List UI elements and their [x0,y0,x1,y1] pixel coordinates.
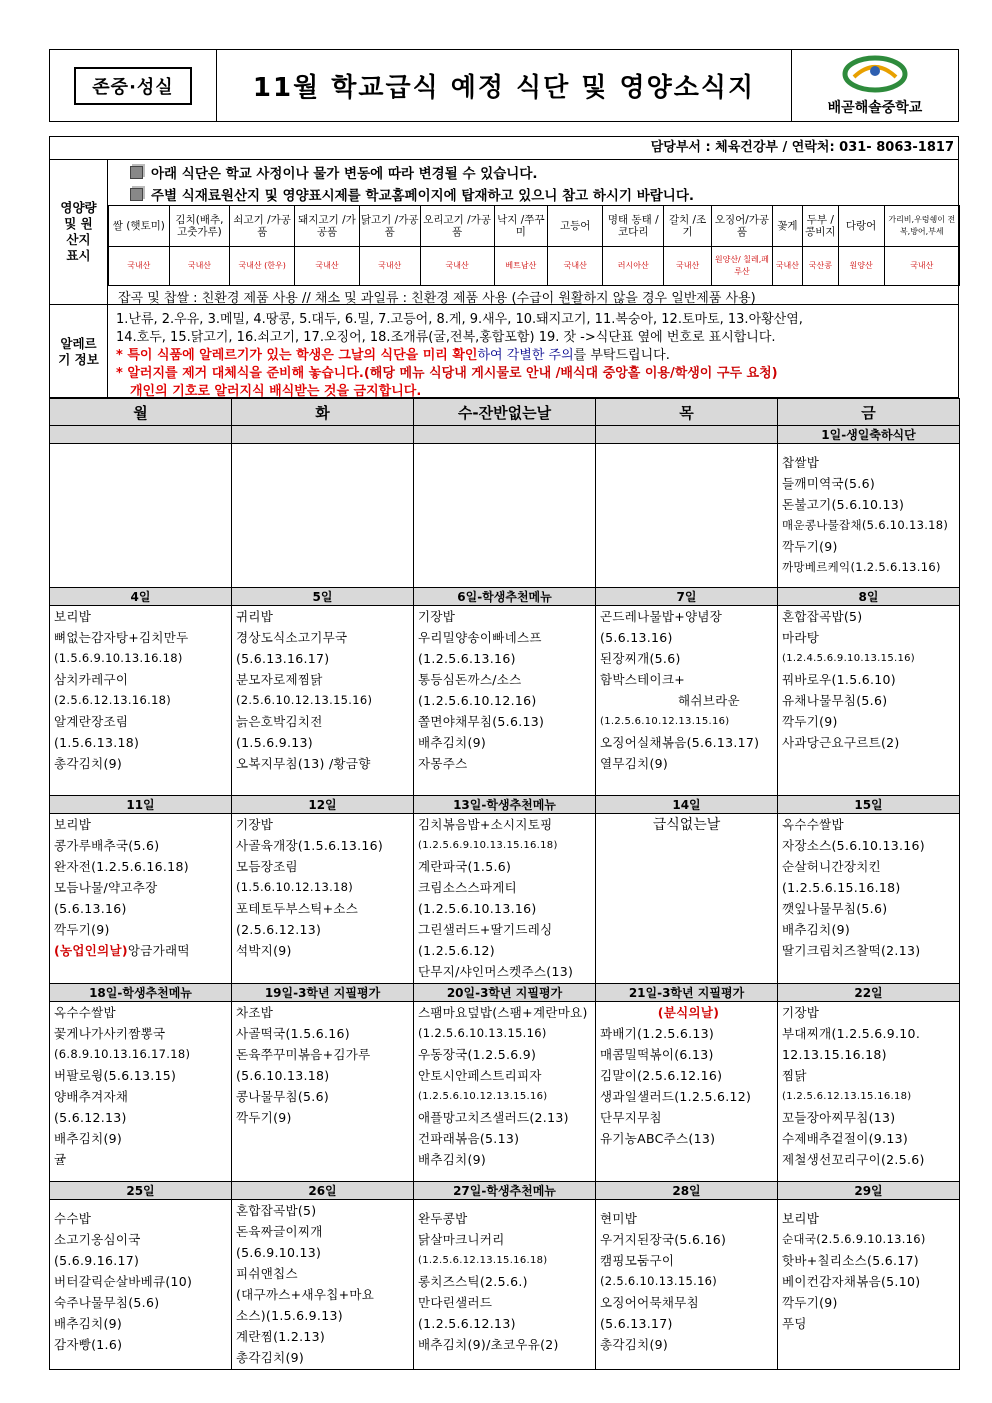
menu-cell [414,814,596,984]
origin-item: 꽃게 [772,206,802,247]
menu-item: 깍두기(9) [782,714,838,729]
origin-item: 쇠고기 /가공품 [230,206,295,247]
menu-item: (2.5.6.10.13.15.16) [600,1274,718,1288]
menu-item: 석박지(9) [236,943,292,958]
menu-item: 보리밥 [782,1211,820,1226]
date-label: 4일 [50,588,232,606]
menu-item: 순대국(2.5.6.9.10.13.16) [782,1232,926,1246]
menu-cell [414,1002,596,1182]
menu-item: 돈육짜글이찌개 [236,1224,323,1239]
menu-item: (1.2.5.6.10.12.13.15.16) [600,716,730,727]
menu-cell [778,1200,960,1370]
weekday-wed: 수-잔반없는날 [414,399,596,426]
date-header-row [50,796,960,814]
menu-item: (1.2.5.6.10.13.16) [418,901,537,916]
date-header-row [50,426,960,444]
menu-item: 혼합잡곡밥(5) [782,609,863,624]
menu-item: 김말이(2.5.6.12.16) [600,1068,723,1083]
menu-item: 보리밥 [54,817,92,832]
menu-item: 그린샐러드+딸기드레싱 [418,922,553,937]
menu-grid [49,398,960,1370]
menu-item: 핫바+칠리소스(5.6.17) [782,1253,919,1268]
menu-item: (1.2.5.6.10.13.15.16) [418,1026,547,1040]
allergy-warning-1: * 특이 식품에 알레르기가 있는 학생은 그날의 식단을 미리 확인하여 각별한 주의를 부탁드립니다. [116,348,670,363]
menu-item: 사과당근요구르트(2) [782,735,900,750]
menu-item: 수제배추겉절이(9.13) [782,1131,909,1146]
menu-item: 깍두기(9) [782,1295,838,1310]
date-label: 29일 [778,1182,960,1200]
origin-item: 다랑어 [838,206,884,247]
date-label: 11일 [50,796,232,814]
menu-item: 순살허니간장치킨 [782,859,882,874]
menu-item: (대구까스+새우칩+마요 [236,1287,375,1302]
origin-value: 원양산/ 칠레,페루산 [712,247,773,286]
date-label: 1일-생일축하식단 [778,426,960,444]
menu-item: 꿔바로우(1.5.6.10) [782,672,896,687]
menu-item: 건파래볶음(5.13) [418,1131,520,1146]
menu-cell [596,444,778,588]
menu-cell [414,606,596,796]
menu-item: (1.5.6.10.12.13.18) [236,880,354,894]
menu-item: 자장소스(5.6.10.13.16) [782,838,925,853]
menu-item: 해쉬브라운 [678,693,740,708]
date-label [50,426,232,444]
menu-item: 완두콩밥 [418,1211,468,1226]
menu-item: 기장밥 [236,817,274,832]
menu-item: 수수밥 [54,1211,92,1226]
menu-item: (5.6.13.16.17) [236,651,330,666]
menu-item: 분모자로제찜닭 [236,672,323,687]
menu-item: 사골떡국(1.5.6.16) [236,1026,350,1041]
menu-item: 깍두기(9) [54,922,110,937]
origin-table [108,205,960,286]
menu-item: 삼치카레구이 [54,672,129,687]
menu-item: 매콤밀떡볶이(6.13) [600,1047,714,1062]
menu-item: 배추김치(9) [418,1152,487,1167]
date-label: 22일 [778,984,960,1002]
menu-item: 차조밥 [236,1005,274,1020]
date-label: 20일-3학년 지필평가 [414,984,596,1002]
menu-cell [596,814,778,984]
menu-item: 매운콩나물잡채(5.6.10.13.18) [782,518,949,532]
menu-item: 콩가루배추국(5.6) [54,838,160,853]
origin-item: 오리고기 /가공품 [420,206,494,247]
page-title: 11월 학교급식 예정 식단 및 영양소식지 [217,50,792,121]
menu-item: 기장밥 [418,609,456,624]
menu-item: 꽃게나가사키짬뽕국 [54,1026,166,1041]
header [49,49,959,122]
divider [50,304,958,305]
origin-value: 국내산 (한우) [230,247,295,286]
menu-item: (5.6.13.16) [600,630,673,645]
menu-item: (5.6.9.16.17) [54,1253,140,1268]
date-label: 25일 [50,1182,232,1200]
origin-item: 쌀 (햇토미) [109,206,170,247]
menu-item: 배추김치(9) [54,1316,123,1331]
menu-item: (1.2.5.6.10.12.16) [418,693,537,708]
menu-item: 귤 [54,1152,67,1167]
school-motto: 존중·성실 [74,67,191,105]
menu-item: (1.2.5.6.12.13) [418,1316,516,1331]
menu-cell [778,1002,960,1182]
notice-2: 주별 식재료원산지 및 영양표시제를 학교홈페이지에 탑재하고 있으니 참고 하시기 바랍니다. [130,184,694,204]
menu-item: 김치볶음밥+소시지토핑 [418,817,553,832]
origin-value: 국내산 [664,247,712,286]
menu-item: 피쉬앤칩스 [236,1266,298,1281]
school-name: 배곧해솔중학교 [827,99,923,116]
menu-cell [232,1200,414,1370]
menu-item: 오복지무침(13) /황금향 [236,756,371,771]
origin-item: 닭고기 /가공품 [359,206,420,247]
origin-value: 국내산 [772,247,802,286]
menu-item: 깍두기(9) [236,1110,292,1125]
menu-cell [414,444,596,588]
menu-item: (5.6.10.13.18) [236,1068,330,1083]
origin-value-row [109,247,960,286]
allergy-warning-2: * 알러지를 제거 대체식을 준비해 놓습니다.(해당 메뉴 식당내 게시물로 안내 /배식대 중앙홀 이용/학생이 구두 요청) [116,366,778,381]
menu-item: (5.6.13.17) [600,1316,673,1331]
menu-item: 뼈없는감자탕+김치만두 [54,630,189,645]
menu-item: 마라탕 [782,630,820,645]
origin-value: 국내산 [548,247,603,286]
menu-item: 우리밀양송이빠네스프 [418,630,542,645]
origin-value: 국내산 [109,247,170,286]
date-label: 18일-학생추천메뉴 [50,984,232,1002]
origin-item: 고등어 [548,206,603,247]
menu-item: 현미밥 [600,1211,638,1226]
menu-item: 푸딩 [782,1316,807,1331]
menu-item: 우거지된장국(5.6.16) [600,1232,727,1247]
menu-item: (1.2.5.6.9.10.13.15.16.18) [418,840,558,851]
notice-1: 아래 식단은 학교 사정이나 물가 변동에 따라 변경될 수 있습니다. [130,162,538,182]
menu-item: 자몽주스 [418,756,468,771]
menu-item: 돈육쭈꾸미볶음+김가루 [236,1047,371,1062]
menu-item: (농업인의날)앙금가래떡 [54,943,190,958]
menu-item: 깻잎나물무침(5.6) [782,901,888,916]
origin-value: 러시아산 [603,247,664,286]
menu-cell [596,1002,778,1182]
menu-item: 경상도식소고기무국 [236,630,348,645]
menu-item: 기장밥 [782,1005,820,1020]
menu-item: 딸기크림치즈찰떡(2.13) [782,943,921,958]
menu-cell [232,606,414,796]
menu-cell [778,814,960,984]
date-label: 28일 [596,1182,778,1200]
menu-item: (1.2.5.6.12) [418,943,495,958]
menu-cell [778,444,960,588]
date-header-row [50,984,960,1002]
date-label: 13일-학생추천메뉴 [414,796,596,814]
menu-item: (1.2.5.6.12.13.15.16.18) [782,1091,912,1102]
menu-item: 크림소스스파게티 [418,880,518,895]
menu-item: 늙은호박김치전 [236,714,323,729]
menu-item: 알계란장조림 [54,714,129,729]
menu-row [50,1200,960,1370]
menu-item: 열무김치(9) [600,756,669,771]
menu-item: 완자전(1.2.5.6.16.18) [54,859,189,874]
menu-item: 오징어실채볶음(5.6.13.17) [600,735,760,750]
menu-cell [596,1200,778,1370]
menu-item: 스팸마요덮밥(스팸+계란마요) [418,1005,588,1020]
menu-item: 12.13.15.16.18) [782,1047,887,1062]
menu-item: 함박스테이크+ [600,672,686,687]
date-label: 26일 [232,1182,414,1200]
origin-value: 국내산 [359,247,420,286]
menu-cell [50,1200,232,1370]
date-label: 21일-3학년 지필평가 [596,984,778,1002]
origin-item-row [109,206,960,247]
weekday-tue: 화 [232,399,414,426]
menu-item: 우동장국(1.2.5.6.9) [418,1047,537,1062]
menu-item: 들깨미역국(5.6) [782,476,876,491]
menu-item: (1.5.6.13.18) [54,735,140,750]
menu-item: 총각김치(9) [600,1337,669,1352]
menu-item: 깍두기(9) [782,539,838,554]
date-label [232,426,414,444]
weekday-header-row [50,399,960,426]
menu-row [50,1002,960,1182]
menu-item: 포테토두부스틱+소스 [236,901,359,916]
menu-item: 혼합잡곡밥(5) [236,1203,317,1218]
date-header-row [50,1182,960,1200]
menu-item: 버팔로윙(5.6.13.15) [54,1068,177,1083]
menu-item: 유채나물무침(5.6) [782,693,888,708]
origin-value: 국내산 [420,247,494,286]
nutrition-origin-label: 영양량 및 원산지 표시 [50,160,108,304]
menu-item: (1.2.5.6.15.16.18) [782,880,901,895]
menu-cell [50,606,232,796]
menu-item: (6.8.9.10.13.16.17.18) [54,1047,191,1061]
menu-item: 찜닭 [782,1068,807,1083]
menu-item: 총각김치(9) [236,1350,305,1365]
no-meal-text: 급식없는날 [652,817,721,833]
origin-item: 가리비,우렁쉥이 전복,방어,부세 [884,206,959,247]
origin-item: 명태 동태 /코다리 [603,206,664,247]
school-logo [792,50,958,121]
menu-item: 애플망고치즈샐러드(2.13) [418,1110,569,1125]
menu-item: 버터갈릭순살바베큐(10) [54,1274,193,1289]
menu-item: 배추김치(9)/초코우유(2) [418,1337,559,1352]
menu-item: 단무지무침 [600,1110,662,1125]
origin-value: 베트남산 [494,247,547,286]
date-label [414,426,596,444]
date-label: 6일-학생추천메뉴 [414,588,596,606]
dept-contact: 담당부서 : 체육건강부 / 연락처: 031- 8063-1817 [650,140,954,155]
menu-item: (분식의날) [657,1005,720,1020]
menu-item: 계란파국(1.5.6) [418,859,512,874]
menu-item: 배추김치(9) [54,1131,123,1146]
menu-item: 오징어어묵채무침 [600,1295,700,1310]
menu-item: 총각김치(9) [54,756,123,771]
menu-item: (1.5.6.9.10.13.16.18) [54,651,183,665]
date-label: 19일-3학년 지필평가 [232,984,414,1002]
menu-item: 단무지/샤인머스켓주스(13) [418,964,574,979]
menu-cell [50,814,232,984]
menu-item: 롱치즈스틱(2.5.6.) [418,1274,528,1289]
date-label: 14일 [596,796,778,814]
origin-item: 오징어/가공품 [712,206,773,247]
menu-item: 안토시안페스트리피자 [418,1068,542,1083]
menu-item: 옥수수쌀밥 [782,817,844,832]
menu-item: (1.2.5.6.12.13.15.16.18) [418,1255,548,1266]
origin-item: 돼지고기 /가공품 [295,206,360,247]
menu-item: (2.5.6.10.12.13.15.16) [236,693,373,707]
menu-cell [50,444,232,588]
menu-item: 감자빵(1.6) [54,1337,123,1352]
menu-item: 양배추겨자채 [54,1089,129,1104]
menu-item: 만다린샐러드 [418,1295,493,1310]
origin-value: 국내산 [295,247,360,286]
date-label [596,426,778,444]
menu-item: 배추김치(9) [418,735,487,750]
menu-item: 생과일샐러드(1.2.5.6.12) [600,1089,752,1104]
date-label: 15일 [778,796,960,814]
date-label: 12일 [232,796,414,814]
menu-cell [232,1002,414,1182]
menu-item: 사골육개장(1.5.6.13.16) [236,838,384,853]
menu-item: 소스)(1.5.6.9.13) [236,1308,343,1323]
menu-item: 계란찜(1.2.13) [236,1329,326,1344]
allergy-label: 알레르기 정보 [50,305,108,398]
menu-item: 유기농ABC주스(13) [600,1131,716,1146]
menu-item: (2.5.6.12.13.16.18) [54,693,172,707]
menu-item: 모듬장조림 [236,859,298,874]
menu-item: (5.6.9.10.13) [236,1245,322,1260]
motto-cell [50,50,217,121]
menu-item: (1.2.4.5.6.9.10.13.15.16) [782,653,915,664]
menu-item: 옥수수쌀밥 [54,1005,116,1020]
menu-cell [232,444,414,588]
menu-item: 돈불고기(5.6.10.13) [782,497,905,512]
allergy-list-1: 1.난류, 2.우유, 3.메밀, 4.땅콩, 5.대두, 6.밀, 7.고등어, 8.게, 9.새우, 10.돼지고기, 11.복숭아, 12.토마토, 13.아황산염, [116,312,803,327]
menu-item: 베이컨감자채볶음(5.10) [782,1274,921,1289]
weekday-fri: 금 [778,399,960,426]
menu-item: (1.5.6.9.13) [236,735,313,750]
menu-cell [778,606,960,796]
menu-item: 된장찌개(5.6) [600,651,681,666]
menu-item: 소고기옹심이국 [54,1232,141,1247]
divider [50,159,958,160]
menu-item: 통등심돈까스/소스 [418,672,522,687]
menu-item: 찹쌀밥 [782,455,820,470]
menu-item: 배추김치(9) [782,922,851,937]
weekday-thu: 목 [596,399,778,426]
date-label: 27일-학생추천메뉴 [414,1182,596,1200]
allergy-warning-3: 개인의 기호로 알러지식 배식받는 것을 금지합니다. [130,384,422,399]
origin-item: 두부 /콩비지 [803,206,839,247]
menu-item: 꽈배기(1.2.5.6.13) [600,1026,715,1041]
menu-item: (1.2.5.6.13.16) [418,651,516,666]
menu-item: 닭살마크니커리 [418,1232,505,1247]
menu-cell [232,814,414,984]
date-label: 7일 [596,588,778,606]
menu-item: 제철생선꼬리구이(2.5.6) [782,1152,925,1167]
menu-item: 콩나물무침(5.6) [236,1089,330,1104]
menu-item: (5.6.13.16) [54,901,127,916]
menu-item: 숙주나물무침(5.6) [54,1295,160,1310]
origin-item: 갈치 /조기 [664,206,712,247]
menu-item: 꼬들장아찌무침(13) [782,1110,896,1125]
menu-item: 보리밥 [54,609,92,624]
menu-item: 모듬나물/약고추장 [54,880,158,895]
menu-item: 쫄면야채무침(5.6.13) [418,714,545,729]
menu-cell [50,1002,232,1182]
menu-item: (1.2.5.6.10.12.13.15.16) [418,1091,548,1102]
cube-bullet-icon [130,166,143,179]
date-label: 5일 [232,588,414,606]
origin-value: 국내산 [169,247,230,286]
menu-item: (2.5.6.12.13) [236,922,322,937]
menu-item: (5.6.12.13) [54,1110,127,1125]
origin-value: 원양산 [838,247,884,286]
weekday-mon: 월 [50,399,232,426]
grain-note: 잡곡 및 찹쌀 : 친환경 제품 사용 // 채소 및 과일류 : 친환경 제품 사용 (수급이 원활하지 않을 경우 일반제품 사용) [118,291,756,306]
menu-cell [596,606,778,796]
school-emblem-icon [842,55,908,95]
menu-item: 까망베르케익(1.2.5.6.13.16) [782,560,941,574]
origin-item: 낙지 /쭈꾸미 [494,206,547,247]
menu-item: 곤드레나물밥+양념장 [600,609,723,624]
origin-value: 국내산 [884,247,959,286]
info-section [49,136,959,398]
menu-row [50,444,960,588]
menu-item: 부대찌개(1.2.5.6.9.10. [782,1026,921,1041]
menu-cell [414,1200,596,1370]
menu-item: 귀리밥 [236,609,274,624]
menu-item: 캠핑모둠구이 [600,1253,675,1268]
menu-row [50,606,960,796]
origin-value: 국산콩 [803,247,839,286]
date-header-row [50,588,960,606]
menu-row [50,814,960,984]
allergy-list-2: 14.호두, 15.닭고기, 16.쇠고기, 17.오징어, 18.조개류(굴,전복,홍합포함) 19. 잣 ->식단표 옆에 번호로 표시합니다. [116,330,776,345]
date-label: 8일 [778,588,960,606]
origin-item: 김치(배추, 고춧가루) [169,206,230,247]
cube-bullet-icon [130,188,143,201]
